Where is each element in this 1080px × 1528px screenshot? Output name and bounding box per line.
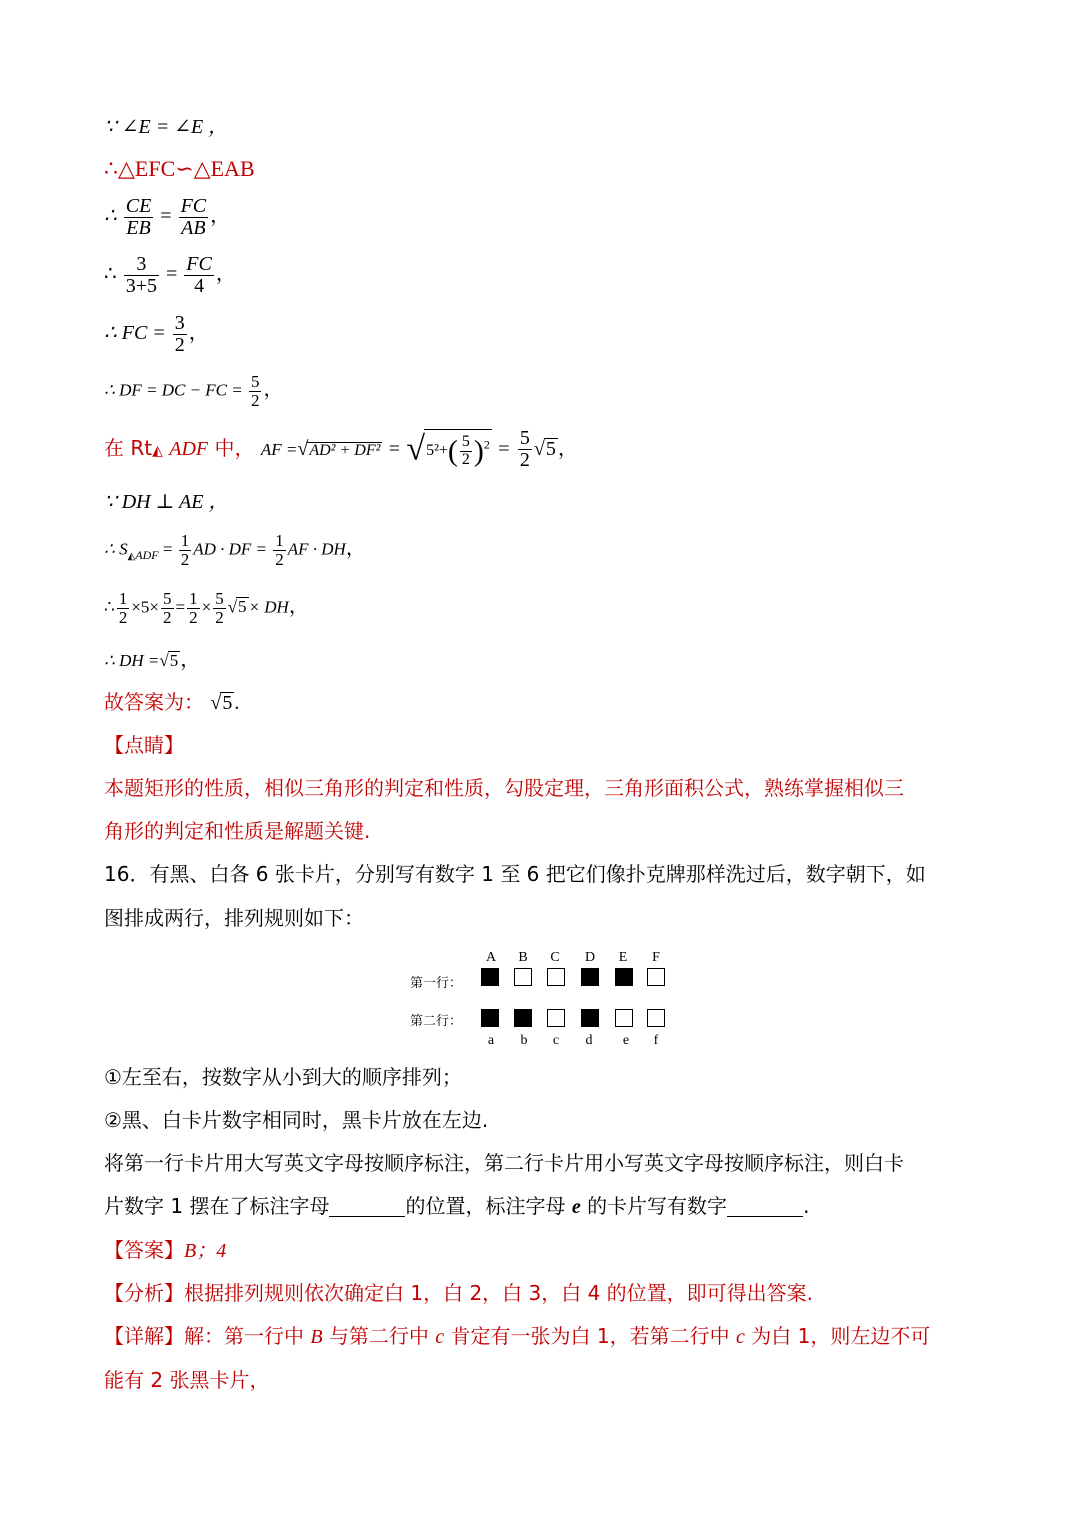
- top-letter-c: C: [550, 950, 560, 965]
- times: ×: [201, 597, 212, 617]
- area-part-2: AF · DH: [287, 539, 346, 559]
- card-row1-c: [547, 968, 565, 986]
- radicand-composite: 5²+( $\frac{5}{2}$ )$^2$: [424, 429, 492, 469]
- denominator: 3+5: [125, 275, 158, 297]
- question-16-line-1: 16．有黑、白各 6 张卡片，分别写有数字 1 至 6 把它们像扑克牌那样洗过后，数字朝下，如: [104, 862, 926, 886]
- denominator: 2: [275, 549, 284, 569]
- numerator: 5: [461, 433, 470, 451]
- card-row1-a: [481, 968, 499, 986]
- detail-text-a: 解：第一行中: [184, 1324, 304, 1348]
- fraction-3-over-8: [124, 254, 159, 297]
- fraction-fc-ab: [179, 196, 209, 239]
- letter-c-2: c: [736, 1326, 745, 1348]
- line-similar-triangles: ∴△EFC∽△EAB: [104, 156, 255, 181]
- q16-text-a: 片数字 1 摆在了标注字母: [104, 1194, 330, 1218]
- denominator: 2: [174, 334, 185, 356]
- numerator: 5: [215, 589, 224, 608]
- dianjing-heading: 【点睛】: [104, 733, 184, 757]
- letter-e: e: [571, 1196, 581, 1218]
- card-row1-f: [647, 968, 665, 986]
- card-arrangement-figure: [410, 950, 680, 1050]
- detail-text-c: 与第二行中: [328, 1324, 429, 1348]
- question-16-line-4: [104, 1196, 809, 1217]
- line-area-equation: ∴ $\frac{1}{2}$ ×5× $\frac{5}{2}$ = $\frac{1}{2}$ × $\frac{5}{2}$ √5 × DH，: [104, 589, 309, 627]
- area-s: ∴ S: [104, 539, 128, 559]
- top-letter-f: F: [652, 950, 660, 965]
- fraction-half-1: [179, 532, 192, 569]
- numerator: FC: [180, 195, 207, 217]
- rule-2: ②黑、白卡片数字相同时，黑卡片放在左边.: [104, 1108, 489, 1132]
- card-row2-d: [581, 1009, 599, 1027]
- dianjing-line-1: 本题矩形的性质，相似三角形的判定和性质，勾股定理，三角形面积公式，熟练掌握相似三: [104, 776, 904, 800]
- line-dh-value: ∴ DH =√5 ，: [104, 649, 201, 671]
- top-letter-b: B: [518, 950, 528, 965]
- denominator: 2: [180, 549, 190, 569]
- in-rt-text: 在 Rt: [104, 436, 153, 460]
- answer-radicand: 5: [222, 692, 233, 714]
- denominator: AB: [181, 217, 206, 239]
- fraction-d: [213, 590, 226, 627]
- area-part-1: AD · DF =: [193, 539, 267, 559]
- radicand-ad-df: AD² + DF²: [309, 442, 381, 459]
- fraction-c: [187, 590, 200, 627]
- answer-tag: 【答案】: [104, 1238, 184, 1262]
- fraction-5-2: [249, 373, 262, 410]
- bottom-letter-f: f: [653, 1033, 659, 1048]
- detail-line-2: 能有 2 张黑卡片，: [104, 1368, 270, 1392]
- line-ratio-1: ∴ $\frac{CE}{EB}$ = $\frac{FC}{AB}$ ，: [104, 195, 231, 239]
- detail-line-1: [104, 1326, 930, 1347]
- letter-c: c: [435, 1326, 445, 1348]
- bottom-letter-a: a: [487, 1033, 495, 1048]
- sqrt-icon: √: [406, 430, 426, 468]
- triangle-icon: ◭: [152, 444, 163, 459]
- card-row2-f: [647, 1009, 665, 1027]
- fraction-ce-eb: [124, 196, 154, 239]
- period: .: [803, 1194, 810, 1218]
- denominator: 2: [215, 607, 224, 627]
- dh-lhs: ∴ DH =: [104, 651, 160, 670]
- row-1-label: 第一行：: [410, 976, 463, 991]
- line-fc-value: ∴ FC = $\frac{3}{2}$ ，: [104, 312, 209, 356]
- analysis-line: [104, 1283, 813, 1303]
- detail-text-e: 肯定有一张为白 1，若第二行中: [450, 1324, 730, 1348]
- denominator: 2: [250, 390, 260, 410]
- top-letter-a: A: [485, 950, 497, 965]
- analysis-text: 根据排列规则依次确定白 1，白 2，白 3，白 4 的位置，即可得出答案.: [184, 1281, 814, 1305]
- analysis-tag: 【分析】: [104, 1281, 184, 1305]
- denominator: 2: [118, 607, 128, 627]
- line-pythagoras: 在 Rt◭ ADF 中， AF =√AD² + DF² = √5²+( $\frac{5}{2}$ )$^2$ = $\frac{5}{2}$ √5 ，: [104, 427, 578, 471]
- blank-2: [727, 1196, 803, 1217]
- answer-line: [104, 1240, 226, 1261]
- numerator: 1: [189, 589, 198, 608]
- numerator: FC: [186, 253, 212, 275]
- area-subscript: ADF: [135, 547, 159, 562]
- answer-value: B；4: [184, 1240, 227, 1262]
- top-letter-d: D: [584, 950, 596, 965]
- row-2-label: 第二行：: [410, 1014, 463, 1029]
- line-perpendicular: ∵ DH ⊥ AE ，: [104, 491, 229, 513]
- fraction-half-2: [273, 532, 286, 569]
- denominator: 2: [461, 450, 470, 468]
- fraction-a: [117, 590, 130, 627]
- card-row1-b: [514, 968, 532, 986]
- radicand-5: 5: [238, 597, 247, 617]
- bottom-letter-d: d: [585, 1033, 593, 1048]
- five-squared: 5²+: [426, 442, 448, 459]
- radicand-5: 5: [169, 651, 179, 670]
- bottom-letter-c: c: [552, 1033, 560, 1048]
- fraction-b: [161, 590, 174, 627]
- card-row2-b: [514, 1009, 532, 1027]
- detail-tag: 【详解】: [104, 1324, 184, 1348]
- numerator: 3: [124, 254, 159, 276]
- card-row1-e: [615, 968, 633, 986]
- top-letter-e: E: [618, 950, 628, 965]
- card-row2-a: [481, 1009, 499, 1027]
- numerator: 3: [174, 312, 185, 334]
- card-row2-c: [547, 1009, 565, 1027]
- numerator: 5: [163, 589, 172, 608]
- blank-1: [329, 1196, 405, 1217]
- fraction-5-2-result: [518, 428, 532, 471]
- numerator: 1: [180, 531, 190, 550]
- numerator: 1: [275, 531, 284, 550]
- af-lhs: AF =: [260, 440, 298, 459]
- times-dh: × DH: [248, 597, 289, 617]
- dianjing-line-2: 角形的判定和性质是解题关键.: [104, 819, 371, 843]
- triangle-name: ADF: [169, 438, 209, 460]
- letter-b: B: [310, 1326, 323, 1348]
- line-ratio-2: ∴ $\frac{3}{3+5}$ = $\frac{FC}{4}$ ，: [104, 253, 236, 297]
- df-lhs: ∴ DF = DC − FC =: [104, 380, 243, 400]
- numerator: 1: [118, 589, 128, 608]
- denominator: EB: [126, 217, 151, 239]
- question-16-line-2: 图排成两行，排列规则如下：: [104, 906, 364, 930]
- line-area: ∴ $S_{◭ADF}$ = $\frac{1}{2}$ AD · DF = $\frac{1}{2}$ AF · DH，: [104, 531, 366, 569]
- fc-lhs: ∴ FC =: [104, 322, 166, 345]
- card-row1-d: [581, 968, 599, 986]
- line-final-answer: 故答案为： √5 .: [104, 690, 240, 714]
- line-df-value: ∴ DF = DC − FC = $\frac{5}{2}$ ，: [104, 372, 284, 410]
- therefore: ∴: [104, 205, 117, 228]
- numerator: 5: [250, 372, 260, 391]
- fraction-fc-4: [184, 254, 214, 297]
- equals: =: [388, 438, 401, 460]
- line-angle-equal: ∵ ∠E = ∠E ，: [104, 116, 229, 138]
- denominator: 2: [519, 449, 530, 471]
- bottom-letter-b: b: [520, 1033, 528, 1048]
- detail-text-g: 为白 1，则左边不可: [751, 1324, 931, 1348]
- numerator: CE: [125, 195, 152, 217]
- fraction-5-2: [460, 434, 472, 469]
- question-16-line-3: 将第一行卡片用大写英文字母按顺序标注，第二行卡片用小写英文字母按顺序标注，则白卡: [104, 1151, 904, 1175]
- answer-label: 故答案为：: [104, 690, 204, 714]
- bottom-letter-e: e: [622, 1033, 630, 1048]
- rule-1: ①左至右，按数字从小到大的顺序排列；: [104, 1065, 462, 1089]
- denominator: 4: [194, 275, 205, 297]
- card-row2-e: [615, 1009, 633, 1027]
- numerator: 5: [519, 427, 530, 449]
- in-text: 中，: [214, 436, 255, 460]
- q16-text-b: 的位置，标注字母: [405, 1194, 566, 1218]
- denominator: 2: [163, 607, 172, 627]
- equals: =: [175, 597, 186, 617]
- exponent: 2: [483, 437, 490, 452]
- q16-text-d: 的卡片写有数字: [587, 1194, 728, 1218]
- radicand-5: 5: [545, 438, 556, 460]
- fraction-3-2: [173, 313, 187, 356]
- times-five: ×5×: [131, 597, 160, 617]
- denominator: 2: [189, 607, 198, 627]
